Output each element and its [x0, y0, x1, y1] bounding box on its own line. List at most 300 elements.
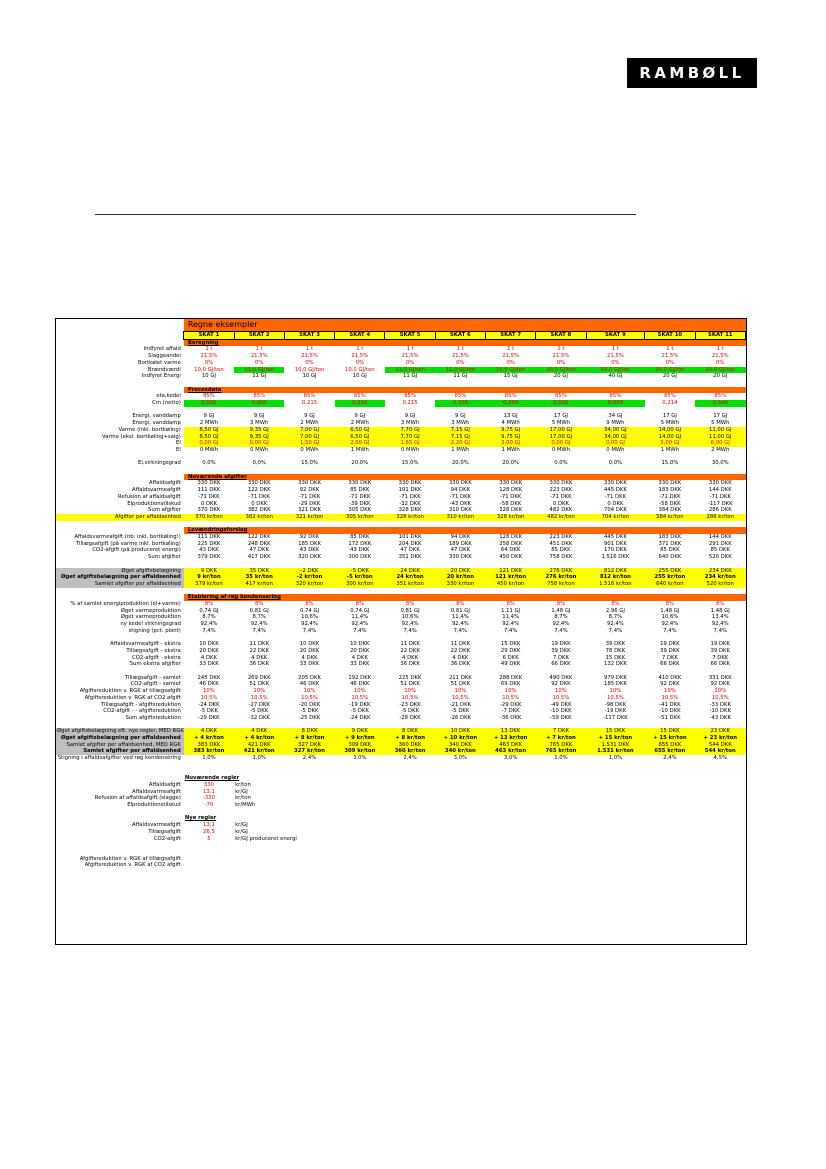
table-cell: 10,5% [401, 694, 419, 701]
table-cell: 111 DKK [197, 487, 221, 494]
table-row [56, 648, 746, 655]
table-cell: 1,0% [608, 755, 623, 762]
table-cell: 22 DKK [400, 647, 420, 654]
table-cell: 78 DKK [605, 647, 626, 654]
table-cell: 205 DKK [298, 674, 321, 681]
table-cell: 66 DKK [710, 661, 730, 668]
table-cell: 4 MWh [501, 420, 520, 427]
table-cell: 328 DKK [398, 507, 422, 514]
spacer-row [56, 769, 746, 776]
note-value: -70 [204, 802, 214, 809]
table-cell: 1 t [255, 346, 263, 353]
table-cell: 1.516 DKK [601, 554, 630, 561]
note-label: Elproduktionstilskud [127, 802, 181, 809]
table-cell: 4 DKK [251, 654, 268, 661]
table-cell: 421 DKK [234, 742, 284, 749]
row-label: Slaggeandel [148, 353, 181, 360]
table-cell: 379 DKK [197, 554, 221, 561]
table-row [56, 661, 746, 668]
table-cell: 43 DKK [350, 547, 370, 554]
table-cell: 11,0 GJ/ton [385, 367, 435, 374]
row-label: Elproduktionstilskud [127, 500, 181, 507]
row-label: Stigning i affaldsafgifter ved røg kondensering [57, 755, 181, 762]
table-cell: 10,5% [200, 694, 218, 701]
table-cell: + 10 kr/ton [435, 735, 485, 742]
section-row [56, 339, 746, 346]
row-label: Sum afgifter [148, 554, 181, 561]
table-cell: -71 DKK [659, 493, 681, 500]
table-cell: 15,0% [301, 460, 318, 467]
table-cell: -71 DKK [550, 493, 572, 500]
note-value: 330 [203, 781, 215, 788]
table-cell: -29 DKK [499, 701, 522, 708]
table-row [56, 427, 746, 434]
table-cell: 21,5% [301, 353, 318, 360]
section-row [56, 527, 746, 534]
table-cell: 321 DKK [298, 507, 321, 514]
table-cell: 128 DKK [499, 534, 523, 541]
table-cell: 340 DKK [435, 742, 485, 749]
table-cell: 276 DKK [536, 568, 586, 575]
table-cell: 85% [609, 393, 622, 400]
table-cell: 812 kr/ton [586, 574, 645, 581]
table-cell: 330 DKK [298, 480, 321, 487]
table-cell: 0% [255, 359, 264, 366]
table-cell: 7,4% [403, 627, 417, 634]
table-cell: 1 t [305, 346, 314, 353]
table-cell: 7,4% [608, 627, 623, 634]
table-cell: 13 DKK [486, 728, 536, 735]
table-cell: 309 DKK [335, 742, 385, 749]
table-cell: 30,0% [711, 460, 729, 467]
note-unit: kr/GJ [235, 828, 248, 835]
table-cell: 2 MWh [711, 446, 730, 453]
table-cell: 11,4% [502, 614, 520, 621]
table-row [56, 393, 746, 400]
table-cell: 330 kr/ton [435, 581, 485, 588]
note-label: Tillægsafgift [148, 828, 181, 835]
column-header: SKAT 1 [184, 332, 234, 340]
spacer-row [56, 635, 746, 642]
table-cell: 0% [305, 359, 314, 366]
table-cell: 22 DKK [249, 647, 269, 654]
table-cell: 4 DKK [402, 654, 419, 661]
table-cell: 0 DKK [552, 500, 569, 507]
table-cell: 92 DKK [710, 681, 730, 688]
table-cell: 85 DKK [350, 487, 370, 494]
table-cell: 9,35 GJ [234, 427, 284, 434]
table-cell: + 7 kr/ton [536, 735, 586, 742]
table-cell: 43 DKK [199, 547, 219, 554]
spacer-row [56, 467, 746, 474]
table-cell: 0,0% [202, 460, 216, 467]
table-cell: 15 DKK [586, 728, 645, 735]
table-cell: 544 kr/ton [695, 748, 745, 755]
table-cell: 128 DKK [499, 487, 523, 494]
table-cell: 812 DKK [586, 568, 645, 575]
table-cell: 245 DKK [197, 674, 221, 681]
table-cell: 8,50 GJ [184, 427, 234, 434]
table-cell: 10% [714, 688, 727, 695]
table-cell: 258 DKK [499, 540, 523, 547]
table-cell: 39 DKK [660, 647, 680, 654]
table-cell: 21,5% [502, 353, 520, 360]
note-row [56, 802, 746, 809]
table-cell: 0,00 GJ [234, 440, 284, 447]
table-cell: 7 DKK [712, 654, 729, 661]
table-cell: 0 MWh [606, 446, 625, 453]
table-cell: 4 DKK [200, 654, 217, 661]
table-cell: 305 kr/ton [335, 514, 385, 521]
table-cell: 33 DKK [350, 661, 370, 668]
table-cell: -71 DKK [248, 493, 270, 500]
table-cell: 255 kr/ton [645, 574, 695, 581]
table-cell: 5 MWh [711, 420, 730, 427]
table-cell: 0,74 GJ [199, 607, 219, 614]
note-value: 26,5 [203, 828, 215, 835]
row-label: Sum ekstra afgifter [129, 661, 181, 668]
table-cell: 384 kr/ton [645, 514, 695, 521]
table-cell: 92,4% [661, 621, 679, 628]
spacer-row [56, 722, 746, 729]
table-cell: 92,4% [606, 621, 624, 628]
table-cell: 21,5% [200, 353, 218, 360]
table-cell: 0,000 [184, 400, 234, 407]
table-cell: 49 DKK [500, 661, 521, 668]
table-cell: 183 DKK [658, 534, 682, 541]
table-cell: 4,5% [713, 755, 727, 762]
row-label: Øget varmeproduktion [120, 614, 181, 621]
table-cell: 3,0% [503, 755, 518, 762]
table-cell: 360 kr/ton [385, 748, 435, 755]
table-cell: 10 DKK [199, 641, 219, 648]
table-cell: 0,000 [234, 400, 284, 407]
table-cell: 223 DKK [549, 534, 573, 541]
note-label: Affaldsvarmeafgift [132, 822, 181, 829]
table-cell: 7,70 GJ [385, 434, 435, 441]
table-cell: 360 DKK [385, 742, 435, 749]
table-cell: 85 DKK [350, 534, 370, 541]
table-cell: 85% [714, 393, 727, 400]
table-cell: 185 DKK [298, 540, 321, 547]
table-cell: 8% [305, 601, 314, 608]
table-cell: 64 DKK [500, 547, 521, 554]
table-cell: 1.531 DKK [586, 742, 645, 749]
spacer-row [56, 668, 746, 675]
table-cell: 8,7% [202, 614, 216, 621]
table-cell: -71 DKK [198, 493, 220, 500]
row-label: Energi, vanddamp [132, 413, 181, 420]
table-cell: 92 DKK [299, 487, 320, 494]
row-label: Samlet afgifter per affaldsenhed [56, 748, 184, 755]
table-cell: 1 t [205, 346, 213, 353]
table-cell: 1 MWh [350, 446, 369, 453]
table-cell: + 15 kr/ton [645, 735, 695, 742]
table-cell: 92,4% [351, 621, 369, 628]
table-cell: -58 DKK [499, 500, 522, 507]
spacer-row [56, 762, 746, 769]
table-cell: 10,5% [301, 694, 318, 701]
table-cell: 24 kr/ton [385, 574, 435, 581]
table-cell: 185 DKK [603, 681, 627, 688]
table-cell: 640 DKK [658, 554, 682, 561]
table-cell: 9 GJ [454, 413, 466, 420]
table-row [56, 681, 746, 688]
table-cell: 255 DKK [645, 568, 695, 575]
note-value: -330 [202, 795, 215, 802]
table-cell: 7 DKK [661, 654, 678, 661]
table-row [56, 675, 746, 682]
table-cell: 0 DKK [251, 500, 268, 507]
table-cell: 10% [303, 688, 316, 695]
note-row [56, 856, 746, 863]
table-cell: 192 DKK [348, 674, 372, 681]
table-cell: 17 GJ [713, 413, 728, 420]
note-unit: kr/ton [235, 781, 251, 788]
table-cell: 8% [556, 601, 566, 608]
table-cell: 92,4% [200, 621, 218, 628]
table-cell: 172 DKK [348, 540, 372, 547]
table-row [56, 574, 746, 581]
table-cell: 445 DKK [603, 487, 627, 494]
table-cell: 7,4% [202, 627, 216, 634]
table-row [56, 514, 746, 521]
table-cell: -71 DKK [499, 493, 522, 500]
row-label: CO2-afgift - ekstra [132, 654, 181, 661]
table-cell: 328 kr/ton [385, 514, 435, 521]
table-cell: -39 DKK [349, 500, 371, 507]
table-cell: 0,00 GJ [586, 440, 645, 447]
note-value: 5 [207, 835, 211, 842]
table-cell: 9 GJ [203, 413, 215, 420]
table-cell: 7,4% [663, 627, 677, 634]
table-cell: -27 DKK [248, 701, 270, 708]
table-cell: 1.531 kr/ton [586, 748, 645, 755]
table-cell: 1 t [456, 346, 464, 353]
table-cell: 24 DKK [385, 568, 435, 575]
row-label: Cm (netto) [152, 400, 181, 407]
table-cell: 11,00 GJ [695, 434, 745, 441]
table-row [56, 601, 746, 608]
table-cell: 1,0% [202, 755, 216, 762]
table-cell: 351 DKK [398, 554, 422, 561]
table-cell: 0,81 GJ [450, 607, 470, 614]
table-cell: 382 DKK [247, 507, 271, 514]
table-cell: 330 DKK [247, 480, 271, 487]
note-row [56, 822, 746, 829]
table-row [56, 742, 746, 749]
table-cell: 39 DKK [605, 641, 626, 648]
table-cell: 330 DKK [708, 480, 732, 487]
table-cell: 144 DKK [708, 487, 732, 494]
table-cell: 330 DKK [448, 480, 472, 487]
table-cell: 288 DKK [499, 674, 523, 681]
table-cell: 2 MWh [199, 420, 219, 427]
table-cell: 0,74 GJ [299, 607, 320, 614]
table-cell: 8 DKK [385, 728, 435, 735]
table-cell: 482 kr/ton [536, 514, 586, 521]
table-cell: 7,4% [302, 627, 317, 634]
table-cell: 2,4% [403, 755, 417, 762]
row-label: Indfyret Energi [141, 373, 181, 380]
table-cell: 704 DKK [603, 507, 627, 514]
table-row [56, 353, 746, 360]
table-cell: 482 DKK [549, 507, 573, 514]
table-cell: 2,00 GJ [335, 440, 385, 447]
table-cell: 0,300 [435, 400, 485, 407]
table-cell: 383 DKK [184, 742, 234, 749]
note-unit: kr/ton [235, 795, 251, 802]
table-cell: 92,4% [250, 621, 268, 628]
row-label: Tillægsafgift - ekstra [126, 647, 181, 654]
table-row [56, 346, 746, 353]
note-unit [234, 862, 385, 869]
column-header: SKAT 8 [536, 332, 586, 340]
table-cell: 0 MWh [250, 446, 269, 453]
note-value [184, 862, 234, 869]
table-row [56, 748, 746, 755]
table-cell: 6,50 GJ [335, 427, 385, 434]
table-cell: 276 kr/ton [536, 574, 586, 581]
table-cell: 101 DKK [398, 534, 422, 541]
table-cell: 758 kr/ton [536, 581, 586, 588]
table-cell: 5 MWh [660, 420, 679, 427]
table-cell: + 8 kr/ton [385, 735, 435, 742]
table-cell: 10,0 GJ/ton [294, 366, 325, 373]
table-cell: 9 GJ [404, 413, 416, 420]
table-cell: 0 DKK [607, 500, 624, 507]
table-cell: 6,50 GJ [335, 434, 385, 441]
table-cell: -29 DKK [298, 500, 321, 507]
column-header: SKAT 7 [486, 332, 536, 340]
row-label: Sum afgifter [148, 507, 181, 514]
table-cell: 10,6% [401, 614, 419, 621]
table-cell: 1 MWh [660, 446, 679, 453]
table-cell: 10,5% [351, 694, 369, 701]
table-cell: -26 DKK [449, 714, 472, 721]
table-cell: 379 kr/ton [184, 581, 234, 588]
table-cell: 9 MWh [606, 420, 625, 427]
table-cell: 15,0% [661, 460, 679, 467]
note-heading: Nuværende regler [184, 775, 240, 782]
table-cell: 47 DKK [400, 547, 420, 554]
table-row [56, 460, 746, 467]
table-cell: 234 DKK [695, 568, 745, 575]
table-cell: 34,00 GJ [586, 427, 645, 434]
table-cell: 2 MWh [300, 420, 319, 427]
table-cell: 0% [355, 359, 364, 366]
table-cell: 85% [203, 393, 215, 400]
table-cell: -10 DKK [709, 708, 731, 715]
table-cell: 15 DKK [500, 641, 521, 648]
table-row [56, 708, 746, 715]
table-cell: 0,00 GJ [536, 440, 586, 447]
table-row [56, 541, 746, 548]
table-cell: 8% [716, 601, 725, 608]
table-cell: 85% [353, 393, 366, 400]
table-cell: + 8 kr/ton [284, 735, 334, 742]
table-cell: 1,48 GJ [710, 607, 730, 614]
table-cell: 11 GJ [453, 373, 468, 380]
table-row [56, 373, 746, 380]
table-cell: 445 DKK [603, 534, 627, 541]
table-cell: 11,4% [351, 614, 369, 621]
table-cell: 10,0 GJ/ton [194, 366, 224, 373]
table-cell: 3 MWh [250, 420, 269, 427]
spreadsheet-image [55, 318, 747, 945]
table-cell: 0% [611, 359, 620, 366]
table-row [56, 641, 746, 648]
row-label: CO2-afgift - samlet [130, 681, 181, 688]
table-cell: + 9 kr/ton [335, 735, 385, 742]
table-cell: 300 DKK [348, 554, 372, 561]
table-cell: 309 kr/ton [335, 748, 385, 755]
row-label: Energi, vanddamp [132, 420, 181, 427]
table-cell: 36 DKK [400, 661, 420, 668]
table-cell: 15 GJ [503, 373, 518, 380]
table-cell: 0,81 GJ [249, 607, 269, 614]
table-cell: 1 t [406, 346, 414, 353]
table-cell: -71 DKK [709, 493, 731, 500]
table-cell: 11 DKK [400, 641, 420, 648]
table-cell: 33 DKK [199, 661, 219, 668]
table-cell: -41 DKK [659, 701, 681, 708]
table-cell: 10% [353, 688, 366, 695]
table-cell: 330 DKK [549, 480, 573, 487]
table-cell: 21,5% [401, 353, 419, 360]
table-cell: 20,0% [351, 460, 369, 467]
table-cell: 0,215 [301, 400, 318, 407]
table-cell: 7,15 GJ [435, 434, 485, 441]
row-label: El,virkningsgrad [138, 460, 181, 467]
table-cell: 85% [253, 393, 266, 400]
table-cell: 3,0% [453, 755, 468, 762]
table-cell: 92,4% [301, 621, 318, 628]
table-cell: 10,5% [451, 694, 469, 701]
table-cell: 101 DKK [398, 487, 422, 494]
table-cell: 8,50 GJ [184, 434, 234, 441]
table-cell: 901 DKK [603, 540, 627, 547]
table-cell: 7,70 GJ [385, 427, 435, 434]
table-cell: 10% [454, 688, 467, 695]
table-cell: 2,20 GJ [435, 440, 485, 447]
table-cell: 3 MWh [451, 420, 470, 427]
table-cell: 1 t [507, 346, 515, 353]
table-cell: -25 DKK [298, 714, 321, 721]
section-title: Nuværende afgifter [184, 474, 746, 481]
table-row [56, 447, 746, 454]
table-cell: 382 kr/ton [234, 514, 284, 521]
table-cell: 15 DKK [645, 728, 695, 735]
table-cell: 7 DKK [536, 728, 586, 735]
table-cell: -98 DKK [604, 701, 627, 708]
note-label: Affaldsvarmeafgift [132, 788, 181, 795]
table-cell: 92 DKK [551, 681, 571, 688]
spacer-row [56, 561, 746, 568]
table-cell: 92 DKK [660, 681, 680, 688]
table-cell: 248 DKK [247, 540, 271, 547]
table-cell: -2 kr/ton [284, 574, 334, 581]
table-cell: 417 kr/ton [234, 581, 284, 588]
table-cell: 286 kr/ton [695, 514, 745, 521]
note-heading: Nye regler [184, 815, 217, 822]
table-cell: -10 DKK [550, 708, 572, 715]
table-cell: 383 kr/ton [184, 748, 234, 755]
note-label: Refusion af affaldsafgift (slagge) [94, 795, 181, 802]
table-cell: 35 DKK [234, 568, 284, 575]
table-cell: 0% [456, 359, 465, 366]
spacer-row [56, 521, 746, 528]
